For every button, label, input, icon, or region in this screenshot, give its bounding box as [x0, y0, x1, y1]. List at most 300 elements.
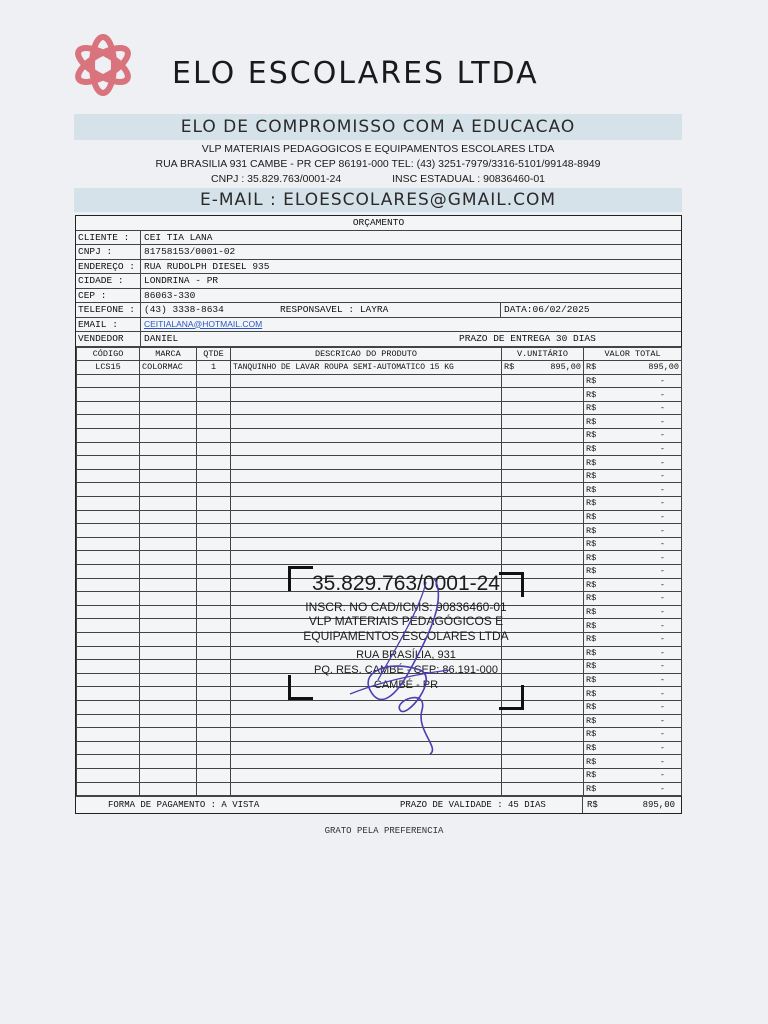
item-code	[77, 782, 140, 796]
table-row	[77, 782, 682, 796]
item-unit-price	[502, 755, 584, 769]
item-code	[77, 768, 140, 782]
empty-total: -	[659, 552, 665, 563]
company-cnpj: CNPJ : 35.829.763/0001-24	[210, 173, 342, 185]
currency: R$	[586, 620, 597, 631]
company-name: ELO ESCOLARES LTDA	[172, 56, 539, 91]
empty-total: -	[659, 783, 665, 794]
item-qty	[197, 660, 231, 674]
empty-total: -	[659, 688, 665, 699]
validity-term: PRAZO DE VALIDADE : 45 DIAS	[400, 800, 546, 811]
empty-total: -	[659, 702, 665, 713]
item-brand	[140, 401, 197, 415]
item-description	[231, 782, 502, 796]
item-total-price	[584, 442, 682, 456]
item-code	[77, 401, 140, 415]
item-unit-price	[502, 429, 584, 443]
table-row	[77, 415, 682, 429]
stamp-address-1: RUA BRASÍLIA, 931	[356, 649, 456, 661]
currency: R$	[586, 729, 597, 740]
table-row	[77, 551, 682, 565]
item-description	[231, 415, 502, 429]
currency: R$	[586, 688, 597, 699]
item-total-price	[584, 551, 682, 565]
currency: R$	[586, 430, 597, 441]
item-qty	[197, 673, 231, 687]
item-code	[77, 714, 140, 728]
city-row	[76, 274, 681, 289]
col-header: V.UNITÁRIO	[502, 347, 584, 361]
item-description	[231, 497, 502, 511]
address-label: ENDEREÇO :	[78, 260, 136, 272]
item-total-price	[584, 755, 682, 769]
table-row	[77, 442, 682, 456]
empty-total: -	[659, 525, 665, 536]
item-unit-price	[502, 456, 584, 470]
table-row	[77, 469, 682, 483]
empty-total: -	[659, 593, 665, 604]
item-code: LCS15	[77, 361, 140, 375]
item-unit-price	[502, 524, 584, 538]
item-code	[77, 578, 140, 592]
cnpj-row	[76, 245, 681, 260]
phone-value: (43) 3338-8634	[140, 303, 224, 317]
table-row	[77, 429, 682, 443]
empty-total: -	[659, 498, 665, 509]
table-header	[77, 347, 682, 361]
total-divider	[582, 797, 583, 813]
empty-total: -	[659, 403, 665, 414]
item-code	[77, 728, 140, 742]
item-unit-price	[502, 714, 584, 728]
item-brand	[140, 619, 197, 633]
item-total-price	[584, 728, 682, 742]
item-unit-price	[502, 415, 584, 429]
table-row	[77, 401, 682, 415]
item-total-price	[584, 646, 682, 660]
seller-label: VENDEDOR	[78, 333, 124, 344]
empty-total: -	[659, 756, 665, 767]
item-qty	[197, 565, 231, 579]
item-total-price	[584, 660, 682, 674]
currency: R$	[586, 743, 597, 754]
item-qty	[197, 483, 231, 497]
col-header: CÓDIGO	[77, 347, 140, 361]
item-unit-price	[502, 497, 584, 511]
item-brand	[140, 592, 197, 606]
empty-total: -	[659, 416, 665, 427]
currency: R$	[586, 511, 597, 522]
stamp-insc: INSCR. NO CAD/ICMS: 90836460-01	[305, 600, 507, 614]
stamp-corner	[499, 685, 524, 710]
item-brand	[140, 578, 197, 592]
stamp-name-2: EQUIPAMENTOS ESCOLARES LTDA	[303, 629, 509, 643]
item-qty	[197, 605, 231, 619]
cep-label: CEP :	[78, 289, 107, 301]
item-total-price	[584, 714, 682, 728]
city-value: LONDRINA - PR	[140, 274, 218, 288]
item-qty	[197, 700, 231, 714]
form-title: ORÇAMENTO	[76, 216, 681, 231]
item-code	[77, 429, 140, 443]
empty-total: -	[659, 607, 665, 618]
item-code	[77, 388, 140, 402]
empty-total: -	[659, 389, 665, 400]
item-brand	[140, 374, 197, 388]
client-label: CLIENTE :	[78, 231, 130, 243]
email-label: EMAIL :	[78, 318, 118, 330]
empty-total: -	[659, 539, 665, 550]
signature-icon	[330, 570, 470, 760]
item-code	[77, 483, 140, 497]
item-qty	[197, 442, 231, 456]
item-brand	[140, 700, 197, 714]
empty-total: -	[659, 484, 665, 495]
currency: R$	[586, 471, 597, 482]
item-unit-price	[502, 537, 584, 551]
currency: R$	[586, 770, 597, 781]
item-total-price	[584, 429, 682, 443]
item-brand	[140, 442, 197, 456]
payment-method: FORMA DE PAGAMENTO : A VISTA	[108, 800, 260, 811]
item-total-price	[584, 687, 682, 701]
item-description	[231, 388, 502, 402]
item-unit-price	[502, 361, 584, 375]
item-code	[77, 510, 140, 524]
item-unit-price	[502, 551, 584, 565]
delivery-term: PRAZO DE ENTREGA 30 DIAS	[459, 333, 596, 344]
cep-value: 86063-330	[140, 289, 195, 303]
currency: R$	[586, 552, 597, 563]
company-registration	[74, 173, 682, 185]
item-total-price	[584, 537, 682, 551]
item-description	[231, 374, 502, 388]
stamp-cnpj: 35.829.763/0001-24	[311, 572, 500, 595]
item-code	[77, 646, 140, 660]
item-qty	[197, 755, 231, 769]
item-qty	[197, 782, 231, 796]
item-description	[231, 401, 502, 415]
currency: R$	[586, 362, 597, 373]
item-qty	[197, 374, 231, 388]
item-unit-price	[502, 728, 584, 742]
item-total-price	[584, 673, 682, 687]
empty-total: -	[659, 715, 665, 726]
item-description: TANQUINHO DE LAVAR ROUPA SEMI-AUTOMATICO 15 KG	[231, 361, 502, 375]
item-code	[77, 619, 140, 633]
item-total-price	[584, 361, 682, 375]
table-row	[77, 456, 682, 470]
currency: R$	[586, 675, 597, 686]
item-total-price	[584, 483, 682, 497]
item-total-price	[584, 524, 682, 538]
item-brand	[140, 469, 197, 483]
item-unit-price	[502, 442, 584, 456]
item-brand	[140, 632, 197, 646]
item-total-value: 895,00	[648, 362, 679, 373]
item-qty	[197, 401, 231, 415]
item-total-price	[584, 415, 682, 429]
item-description	[231, 524, 502, 538]
item-brand	[140, 388, 197, 402]
phone-row	[76, 303, 681, 318]
currency: R$	[586, 443, 597, 454]
item-unit-price	[502, 374, 584, 388]
table-row	[77, 510, 682, 524]
phone-label: TELEFONE :	[78, 304, 136, 315]
currency: R$	[586, 647, 597, 658]
currency: R$	[586, 715, 597, 726]
item-qty	[197, 524, 231, 538]
stamp-city: CAMBÉ - PR	[373, 679, 439, 691]
item-qty	[197, 619, 231, 633]
item-brand	[140, 782, 197, 796]
item-total-price	[584, 605, 682, 619]
stamp-name-1: VLP MATERIAIS PEDAGÓGICOS E	[308, 614, 504, 628]
item-qty	[197, 592, 231, 606]
item-brand	[140, 768, 197, 782]
table-row	[77, 524, 682, 538]
stamp-corner	[288, 675, 313, 700]
currency: R$	[586, 539, 597, 550]
company-address: RUA BRASILIA 931 CAMBE - PR CEP 86191-000 TEL: (43) 3251-7979/3316-5101/99148-8949	[155, 158, 601, 170]
currency: R$	[586, 389, 597, 400]
currency: R$	[586, 607, 597, 618]
item-qty	[197, 456, 231, 470]
empty-total: -	[659, 430, 665, 441]
item-brand	[140, 673, 197, 687]
currency: R$	[586, 702, 597, 713]
item-qty	[197, 537, 231, 551]
currency: R$	[586, 783, 597, 794]
table-row	[77, 361, 682, 375]
seller-value: DANIEL	[140, 332, 178, 346]
currency: R$	[504, 362, 515, 373]
item-code	[77, 565, 140, 579]
client-value: CEI TIA LANA	[140, 231, 212, 245]
currency: R$	[586, 756, 597, 767]
company-logo-icon	[66, 30, 140, 100]
responsible: RESPONSAVEL : LAYRA	[280, 304, 389, 315]
item-qty	[197, 551, 231, 565]
currency: R$	[586, 498, 597, 509]
item-total-price	[584, 578, 682, 592]
seller-row	[76, 332, 681, 347]
item-brand	[140, 551, 197, 565]
item-qty	[197, 578, 231, 592]
currency: R$	[586, 484, 597, 495]
empty-total: -	[659, 729, 665, 740]
item-brand	[140, 497, 197, 511]
item-code	[77, 660, 140, 674]
address-row	[76, 260, 681, 275]
item-description	[231, 510, 502, 524]
item-total-price	[584, 700, 682, 714]
form-footer	[76, 796, 681, 813]
empty-total: -	[659, 457, 665, 468]
item-qty	[197, 497, 231, 511]
client-email-link[interactable]: CEITIALANA@HOTMAIL.COM	[140, 318, 262, 332]
item-unit-price	[502, 401, 584, 415]
empty-total: -	[659, 566, 665, 577]
col-header: VALOR TOTAL	[584, 347, 682, 361]
item-qty	[197, 728, 231, 742]
item-total-price	[584, 456, 682, 470]
col-header: QTDE	[197, 347, 231, 361]
item-qty	[197, 510, 231, 524]
empty-total: -	[659, 661, 665, 672]
grand-total: 895,00	[642, 800, 675, 811]
item-qty	[197, 768, 231, 782]
item-qty	[197, 388, 231, 402]
item-qty	[197, 741, 231, 755]
item-description	[231, 429, 502, 443]
item-code	[77, 442, 140, 456]
currency: R$	[586, 579, 597, 590]
item-total-price	[584, 768, 682, 782]
item-code	[77, 524, 140, 538]
currency: R$	[586, 375, 597, 386]
stamp-corner	[288, 566, 313, 591]
item-unit-price	[502, 469, 584, 483]
empty-total: -	[659, 375, 665, 386]
item-brand	[140, 660, 197, 674]
company-insc: INSC ESTADUAL : 90836460-01	[392, 173, 546, 185]
city-label: CIDADE :	[78, 275, 124, 286]
company-legal-name: VLP MATERIAIS PEDAGOGICOS E EQUIPAMENTOS ESCOLARES LTDA	[201, 143, 555, 155]
table-row	[77, 374, 682, 388]
item-code	[77, 741, 140, 755]
table-row	[77, 768, 682, 782]
item-total-price	[584, 497, 682, 511]
stamp-address-2: PQ. RES. CAMBÉ - CEP: 86.191-000	[313, 664, 499, 676]
item-total-price	[584, 401, 682, 415]
item-total-price	[584, 565, 682, 579]
item-qty	[197, 429, 231, 443]
item-qty	[197, 714, 231, 728]
item-total-price	[584, 619, 682, 633]
item-unit-price	[502, 782, 584, 796]
item-unit-price	[502, 741, 584, 755]
table-row	[77, 483, 682, 497]
stamp-corner	[499, 572, 524, 597]
item-description	[231, 768, 502, 782]
item-code	[77, 755, 140, 769]
item-brand	[140, 537, 197, 551]
item-unit-price	[502, 483, 584, 497]
empty-total: -	[659, 511, 665, 522]
item-total-price	[584, 741, 682, 755]
item-code	[77, 673, 140, 687]
table-row	[77, 497, 682, 511]
item-brand	[140, 429, 197, 443]
item-qty: 1	[197, 361, 231, 375]
item-code	[77, 537, 140, 551]
item-brand	[140, 687, 197, 701]
item-code	[77, 632, 140, 646]
col-header: MARCA	[140, 347, 197, 361]
item-qty	[197, 646, 231, 660]
item-code	[77, 592, 140, 606]
item-total-price	[584, 388, 682, 402]
item-description	[231, 551, 502, 565]
total-currency: R$	[587, 800, 598, 811]
item-brand	[140, 456, 197, 470]
item-total-price	[584, 632, 682, 646]
currency: R$	[586, 403, 597, 414]
item-brand: COLORMAC	[140, 361, 197, 375]
currency: R$	[586, 566, 597, 577]
item-code	[77, 700, 140, 714]
empty-total: -	[659, 770, 665, 781]
currency: R$	[586, 593, 597, 604]
currency: R$	[586, 525, 597, 536]
empty-total: -	[659, 743, 665, 754]
item-code	[77, 687, 140, 701]
item-total-price	[584, 374, 682, 388]
col-header: DESCRICAO DO PRODUTO	[231, 347, 502, 361]
item-brand	[140, 483, 197, 497]
slogan-band: ELO DE COMPROMISSO COM A EDUCACAO	[74, 114, 682, 140]
thanks-note: GRATO PELA PREFERENCIA	[324, 826, 444, 836]
item-code	[77, 415, 140, 429]
item-brand	[140, 728, 197, 742]
date-divider	[500, 303, 501, 317]
empty-total: -	[659, 620, 665, 631]
empty-total: -	[659, 634, 665, 645]
item-description	[231, 442, 502, 456]
item-code	[77, 469, 140, 483]
client-row	[76, 231, 681, 246]
cnpj-label: CNPJ :	[78, 246, 113, 257]
item-qty	[197, 469, 231, 483]
empty-total: -	[659, 647, 665, 658]
email-band: E-MAIL : ELOESCOLARES@GMAIL.COM	[74, 188, 682, 212]
empty-total: -	[659, 579, 665, 590]
item-brand	[140, 714, 197, 728]
cep-row	[76, 289, 681, 304]
item-qty	[197, 687, 231, 701]
item-qty	[197, 632, 231, 646]
item-brand	[140, 415, 197, 429]
item-unit-price	[502, 388, 584, 402]
item-brand	[140, 605, 197, 619]
table-row	[77, 388, 682, 402]
empty-total: -	[659, 675, 665, 686]
item-brand	[140, 565, 197, 579]
item-total-price	[584, 469, 682, 483]
item-brand	[140, 741, 197, 755]
item-description	[231, 483, 502, 497]
item-total-price	[584, 510, 682, 524]
cnpj-value: 81758153/0001-02	[140, 245, 235, 259]
item-code	[77, 374, 140, 388]
item-brand	[140, 755, 197, 769]
item-unit-price	[502, 768, 584, 782]
item-brand	[140, 510, 197, 524]
currency: R$	[586, 416, 597, 427]
currency: R$	[586, 457, 597, 468]
table-row	[77, 537, 682, 551]
item-code	[77, 551, 140, 565]
item-code	[77, 605, 140, 619]
item-total-price	[584, 782, 682, 796]
empty-total: -	[659, 443, 665, 454]
item-brand	[140, 524, 197, 538]
item-description	[231, 469, 502, 483]
item-total-price	[584, 592, 682, 606]
item-unit-price	[502, 510, 584, 524]
